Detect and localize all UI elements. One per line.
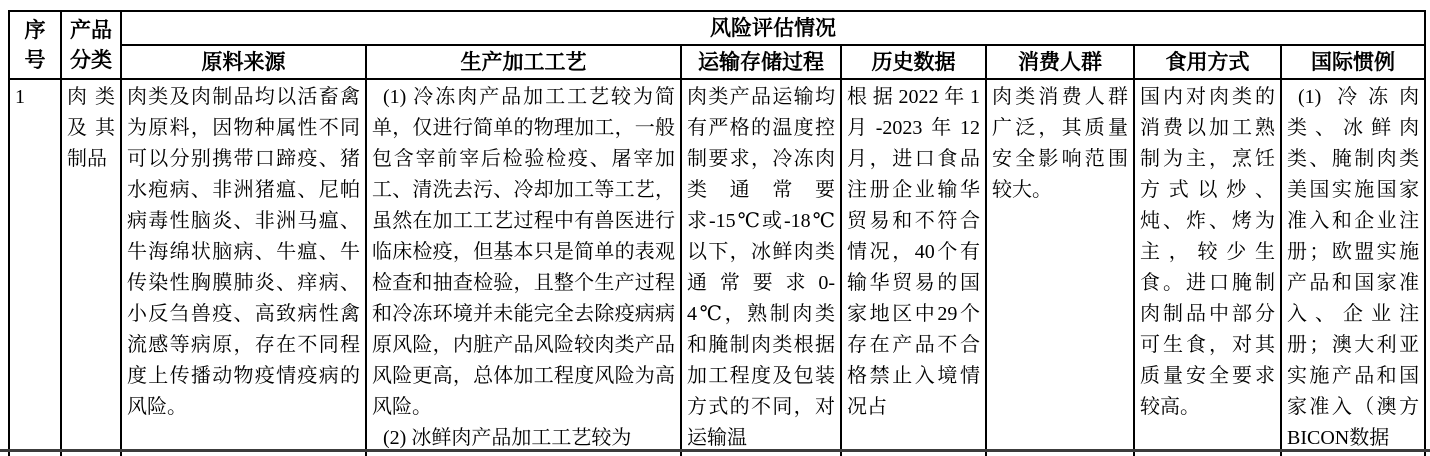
production-process-paragraph-1: (1) 冷冻肉产品加工工艺较为简单，仅进行简单的物理加工，一般包含宰前宰后检验检疫、屠宰加工、清洗去污、冷却加工等工艺，虽然在加工工艺过程中有兽医进行临床检疫，但基本只是简单的表观检查和抽查检验，且整个生产过程和冷冻环境并未能完全去除疫病病原风险，内脏产品风险较肉类产品风险更高，总体加工程度风险为高风险。 (372, 86, 675, 418)
cell-production-process (366, 79, 681, 456)
header-row-top (9, 11, 1425, 45)
production-process-paragraph-2: (2) 冰鲜肉产品加工工艺较为 (383, 427, 632, 449)
column-header-historical-data: 历史数据 (841, 45, 986, 79)
page-bottom-edge-line (0, 449, 1430, 452)
column-header-raw-material-source: 原料来源 (121, 45, 366, 79)
cell-product-category: 肉类及其制品 (61, 79, 121, 456)
cell-eating-method: 国内对肉类的消费以加工熟制为主，烹饪方式以炒、炖、炸、烤为主，较少生食。进口腌制肉制品中部分可生食，对其质量安全要求较高。 (1134, 79, 1281, 456)
cell-transport-storage: 肉类产品运输均有严格的温度控制要求，冷冻肉类通常要求-15℃或-18℃以下，冰鲜肉类通常要求0-4℃，熟制肉类和腌制肉类根据加工程度及包装方式的不同，对运输温 (681, 79, 841, 456)
cell-serial-number: 1 (9, 79, 61, 456)
risk-assessment-table (8, 10, 1426, 456)
header-row-sub (9, 45, 1425, 79)
column-header-eating-method: 食用方式 (1134, 45, 1281, 79)
cell-international-practice (1281, 79, 1425, 456)
column-header-transport-storage: 运输存储过程 (681, 45, 841, 79)
column-header-production-process: 生产加工工艺 (366, 45, 681, 79)
column-header-serial: 序号 (9, 11, 61, 79)
cell-consumer-group: 肉类消费人群广泛，其质量安全影响范围较大。 (986, 79, 1134, 456)
column-header-risk-assessment: 风险评估情况 (121, 11, 1425, 45)
column-header-consumer-group: 消费人群 (986, 45, 1134, 79)
column-header-international-practice: 国际惯例 (1281, 45, 1425, 79)
table-row (9, 79, 1425, 456)
cell-raw-material-source: 肉类及肉制品均以活畜禽为原料，因物种属性不同可以分别携带口蹄疫、猪水疱病、非洲猪瘟、尼帕病毒性脑炎、非洲马瘟、牛海绵状脑病、牛瘟、牛传染性胸膜肺炎、痒病、小反刍兽疫、高致病性禽流感等病原，存在不同程度上传播动物疫情疫病的风险。 (121, 79, 366, 456)
column-header-category: 产品分类 (61, 11, 121, 79)
cell-historical-data: 根据2022年1月-2023年12月，进口食品注册企业输华贸易和不符合情况，40个有输华贸易的国家地区中29个存在产品不合格禁止入境情况占 (841, 79, 986, 456)
international-practice-paragraph-1: (1) 冷冻肉类、冰鲜肉类、腌制肉类美国实施国家准入和企业注册；欧盟实施产品和国家准入、企业注册；澳大利亚实施产品和国家准入（澳方BICON数据 (1287, 86, 1420, 449)
